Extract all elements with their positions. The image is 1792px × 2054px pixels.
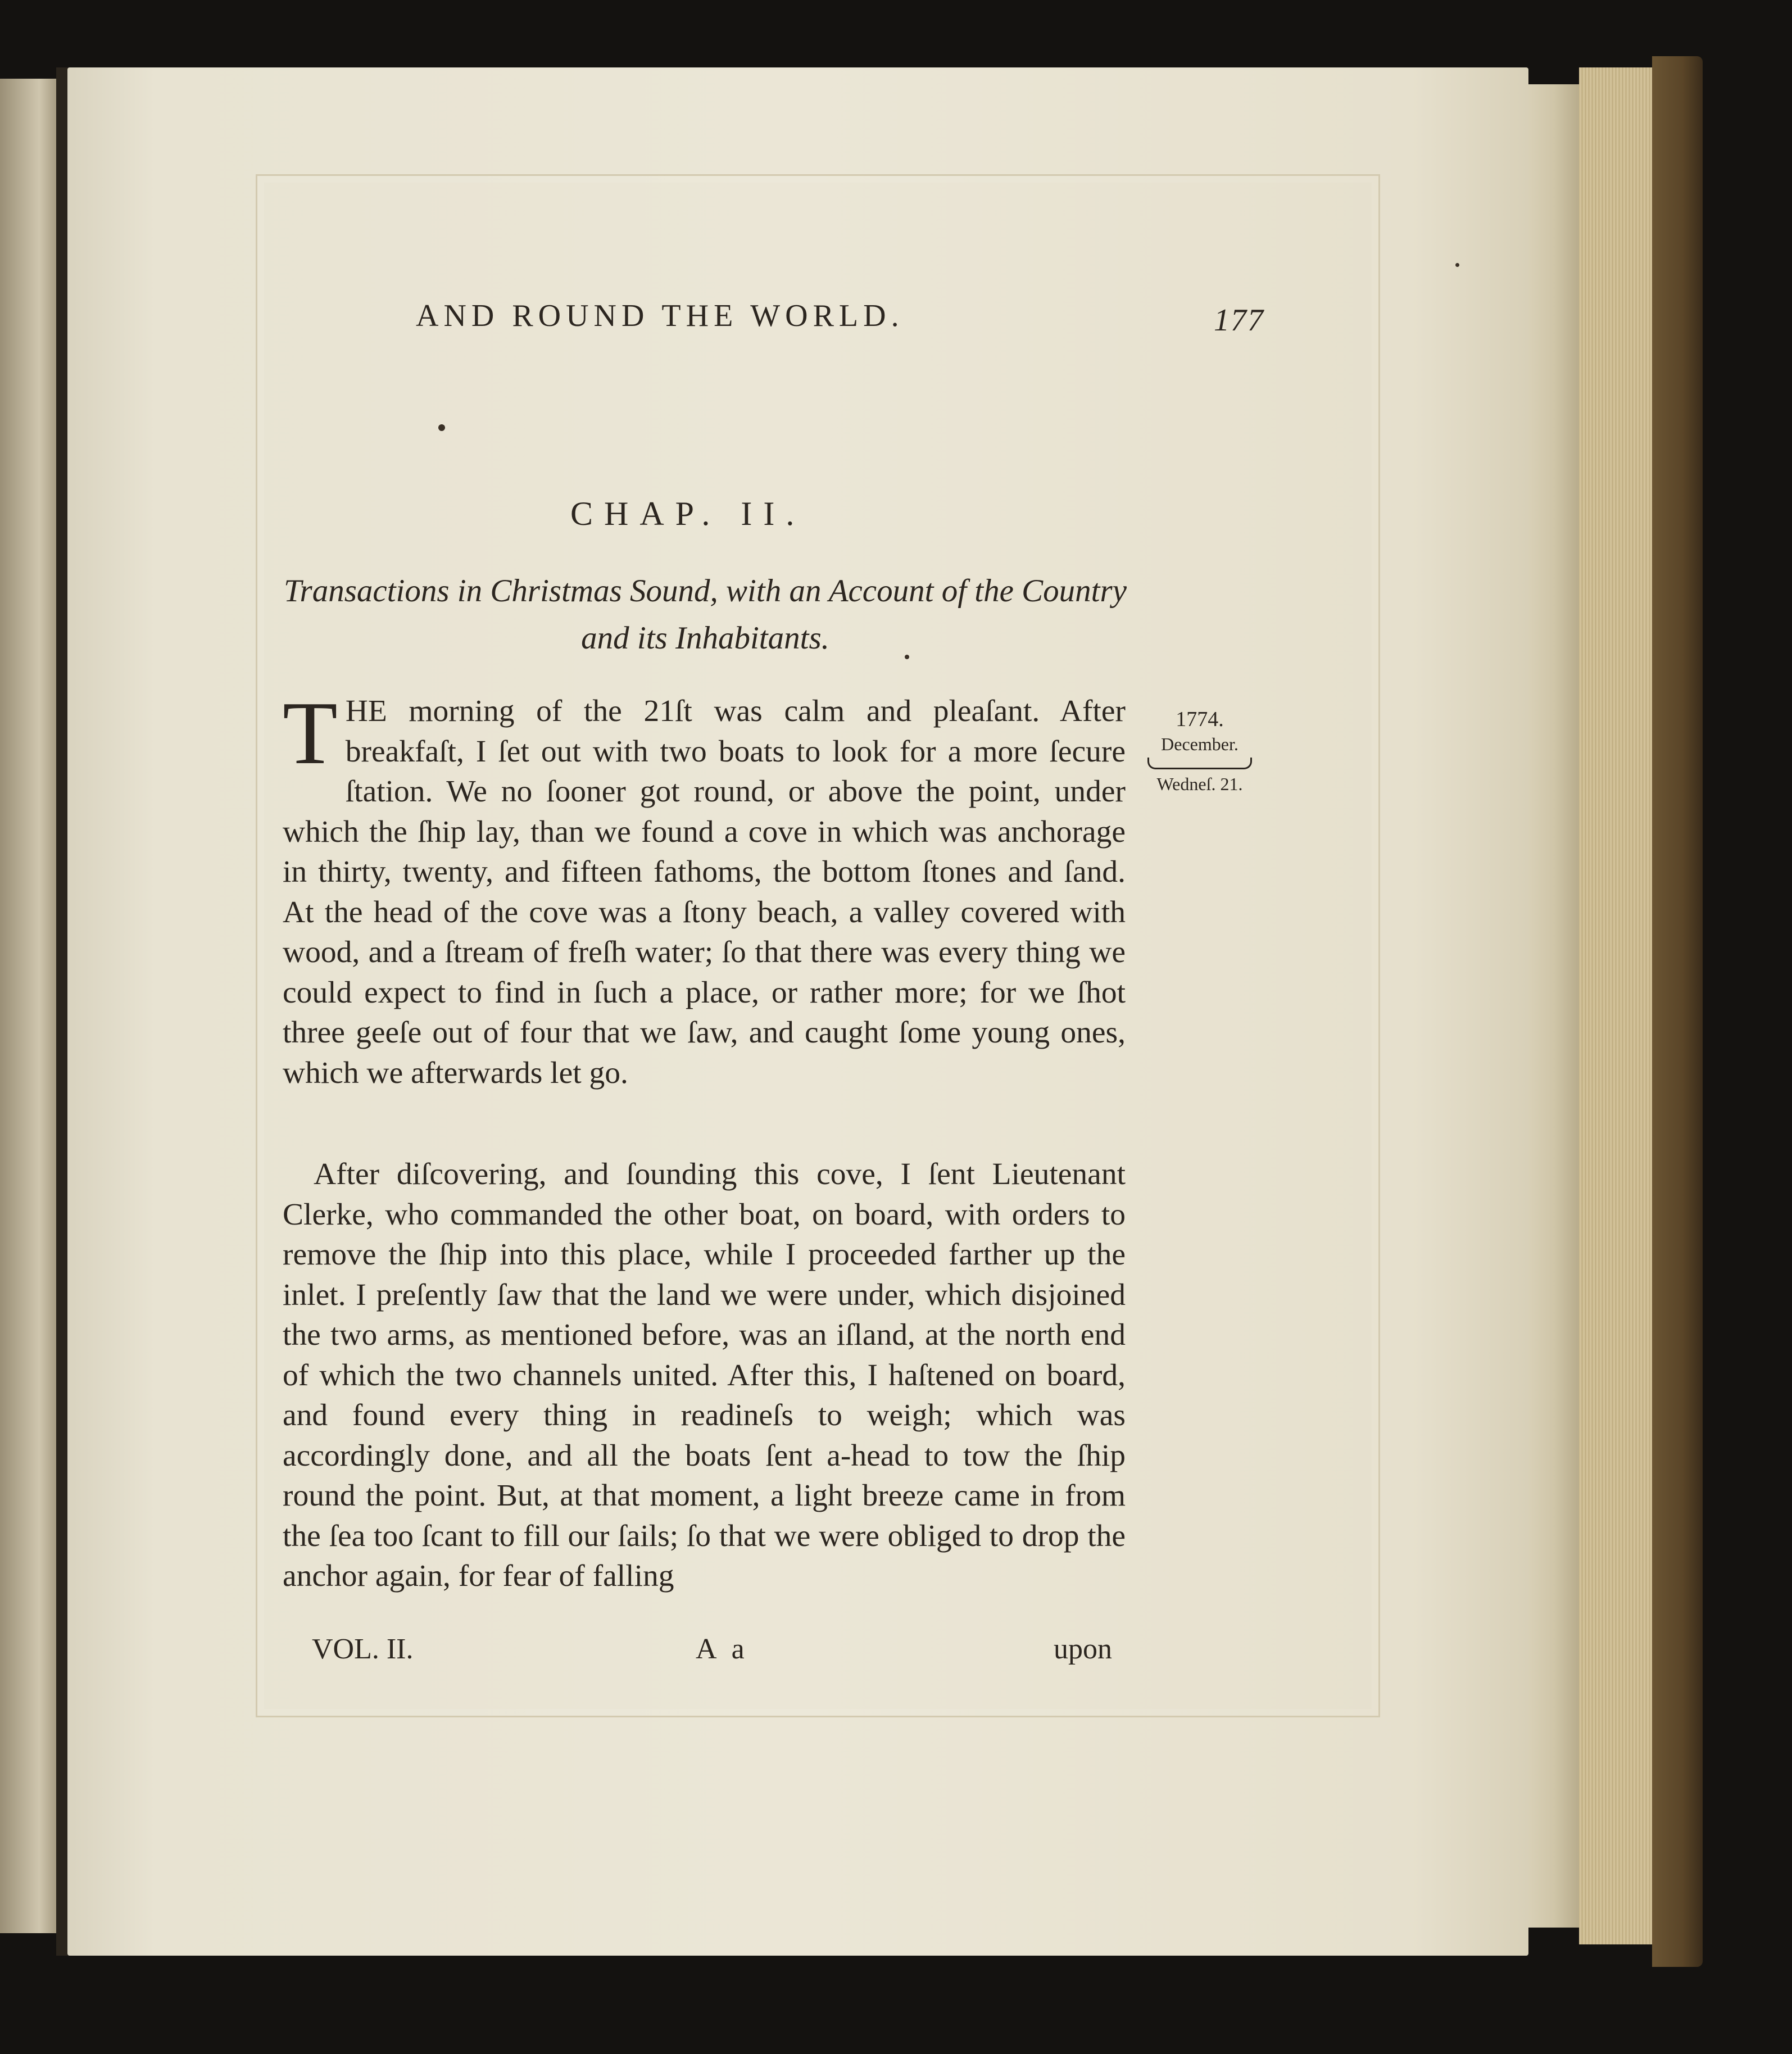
margin-day: Wedneſ. 21.: [1156, 774, 1243, 794]
left-page-edge: [0, 79, 56, 1933]
ink-speck: [1455, 263, 1459, 267]
signature-mark: A a: [696, 1633, 749, 1665]
paragraph-1-text: HE morning of the 21ſt was calm and pleaſant. After breakfaſt, I ſet out with two boats to look for a more ſecure ſtation. We no ſooner got round, or above the point, under which the ſhip lay, than we found a cove in which was anchorage in thirty, twenty, and fifteen fathoms, the bottom ſtones and ſand. At the head of the cove was a ſtony beach, a valley covered with wood, and a ſtream of freſh water; ſo that there was every thing we could expect to find in ſuch a place, or rather more; for we ſhot three geeſe out of four that we ſaw, and caught ſome young ones, which we afterwards let go.: [283, 694, 1126, 1090]
paragraph-2: After diſcovering, and ſounding this cove, I ſent Lieutenant Clerke, who commanded the other boat, on board, with orders to remove the ſhip into this place, while I proceeded farther up the inlet. I preſently ſaw that the land we were under, which disjoined the two arms, as mentioned before, was an iſland, at the north end of which the two channels united. After this, I haſtened on board, and found every thing in readineſs to weigh; which was accordingly done, and all the boats ſent a-head to tow the ſhip round the point. But, at that moment, a light breeze came in from the ſea too ſcant to fill our ſails; ſo that we were obliged to drop the anchor again, for fear of falling: [283, 1157, 1126, 1593]
book-cover-edge: [1652, 56, 1703, 1967]
running-head: AND ROUND THE WORLD.: [416, 298, 904, 333]
chapter-title: CHAP. II.: [570, 495, 806, 532]
drop-cap: T: [283, 683, 338, 783]
paragraph-1: [283, 683, 1126, 1093]
margin-brace: [1147, 758, 1252, 769]
page-number: 177: [1214, 303, 1264, 338]
margin-month: December.: [1161, 734, 1238, 754]
ink-speck: [905, 655, 909, 659]
volume-line: VOL. II.: [312, 1633, 414, 1665]
fore-edge: [1579, 67, 1652, 1944]
catchword: upon: [1054, 1633, 1112, 1665]
chapter-subtitle: Transactions in Christmas Sound, with an Account of the Country and its Inhabitants.: [283, 573, 1127, 656]
margin-year: 1774.: [1176, 708, 1224, 731]
ink-speck: [438, 424, 445, 431]
margin-date-note: [1135, 707, 1264, 796]
